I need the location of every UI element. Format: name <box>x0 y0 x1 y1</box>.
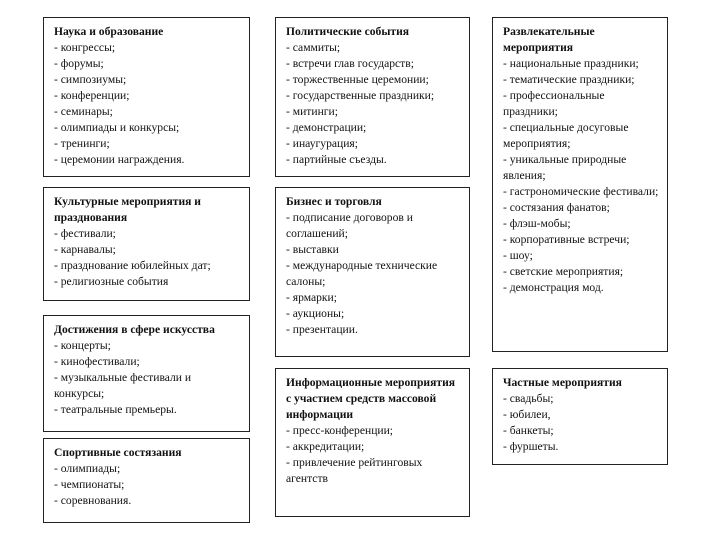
list-item: - аукционы; <box>286 307 345 320</box>
list-item: - демонстрации; <box>286 121 367 134</box>
box-title: Достижения в сфере искусства <box>54 323 215 336</box>
item-list <box>54 338 243 418</box>
list-item: - чемпионаты; <box>54 478 125 491</box>
box-title: Политические события <box>286 25 410 38</box>
item-list <box>54 40 243 168</box>
list-item: - религиозные события <box>54 275 169 288</box>
list-item: - подписание договоров и соглашений; <box>286 211 413 240</box>
item-list <box>503 56 661 296</box>
box-culture <box>43 187 250 301</box>
list-item: - шоу; <box>503 249 533 262</box>
list-item: - юбилеи, <box>503 408 551 421</box>
list-item: - выставки <box>286 243 339 256</box>
list-item: - демонстрация мод. <box>503 281 604 294</box>
list-item: - ярмарки; <box>286 291 337 304</box>
list-item: - семинары; <box>54 105 113 118</box>
list-item: - свадьбы; <box>503 392 554 405</box>
list-item: - государственные праздники; <box>286 89 435 102</box>
list-item: - пресс-конференции; <box>286 424 394 437</box>
list-item: - олимпиады; <box>54 462 121 475</box>
list-item: - соревнования. <box>54 494 132 507</box>
list-item: - светские мероприятия; <box>503 265 624 278</box>
item-list <box>503 391 661 455</box>
item-list <box>54 461 243 509</box>
item-list <box>286 210 463 338</box>
list-item: - гастрономические фестивали; <box>503 185 659 198</box>
list-item: - состязания фанатов; <box>503 201 610 214</box>
box-title: Информационные мероприятия с участием средств массовой информации <box>286 376 456 421</box>
list-item: - концерты; <box>54 339 111 352</box>
box-media-events <box>275 368 470 517</box>
list-item: - корпоративные встречи; <box>503 233 630 246</box>
list-item: - олимпиады и конкурсы; <box>54 121 180 134</box>
list-item: - банкеты; <box>503 424 554 437</box>
list-item: - конференции; <box>54 89 130 102</box>
list-item: - карнавалы; <box>54 243 116 256</box>
list-item: - уникальные природные явления; <box>503 153 627 182</box>
list-item: - фестивали; <box>54 227 116 240</box>
list-item: - инаугурация; <box>286 137 358 150</box>
box-science-education <box>43 17 250 177</box>
list-item: - торжественные церемонии; <box>286 73 429 86</box>
box-politics <box>275 17 470 177</box>
list-item: - аккредитации; <box>286 440 365 453</box>
box-title: Частные мероприятия <box>503 376 622 389</box>
list-item: - митинги; <box>286 105 338 118</box>
list-item: - театральные премьеры. <box>54 403 177 416</box>
list-item: - тематические праздники; <box>503 73 635 86</box>
list-item: - саммиты; <box>286 41 341 54</box>
list-item: - презентации. <box>286 323 358 336</box>
list-item: - празднование юбилейных дат; <box>54 259 211 272</box>
list-item: - партийные съезды. <box>286 153 387 166</box>
list-item: - встречи глав государств; <box>286 57 414 70</box>
box-business-trade <box>275 187 470 357</box>
box-title: Развлекательные мероприятия <box>503 25 595 54</box>
box-title: Культурные мероприятия и празднования <box>54 195 201 224</box>
list-item: - национальные праздники; <box>503 57 639 70</box>
list-item: - музыкальные фестивали и конкурсы; <box>54 371 192 400</box>
box-art-achievements <box>43 315 250 432</box>
list-item: - привлечение рейтинговых агентств <box>286 456 423 485</box>
list-item: - кинофестивали; <box>54 355 140 368</box>
list-item: - флэш-мобы; <box>503 217 571 230</box>
list-item: - форумы; <box>54 57 104 70</box>
list-item: - международные технические салоны; <box>286 259 438 288</box>
list-item: - церемонии награждения. <box>54 153 185 166</box>
item-list <box>54 226 243 290</box>
list-item: - профессиональные праздники; <box>503 89 605 118</box>
list-item: - тренинги; <box>54 137 110 150</box>
item-list <box>286 40 463 168</box>
box-title: Спортивные состязания <box>54 446 182 459</box>
box-entertainment <box>492 17 668 352</box>
list-item: - специальные досуговые мероприятия; <box>503 121 629 150</box>
list-item: - фуршеты. <box>503 440 559 453</box>
box-title: Бизнес и торговля <box>286 195 382 208</box>
box-sport <box>43 438 250 523</box>
box-title: Наука и образование <box>54 25 164 38</box>
item-list <box>286 423 463 487</box>
list-item: - симпозиумы; <box>54 73 127 86</box>
list-item: - конгрессы; <box>54 41 116 54</box>
box-private-events <box>492 368 668 465</box>
